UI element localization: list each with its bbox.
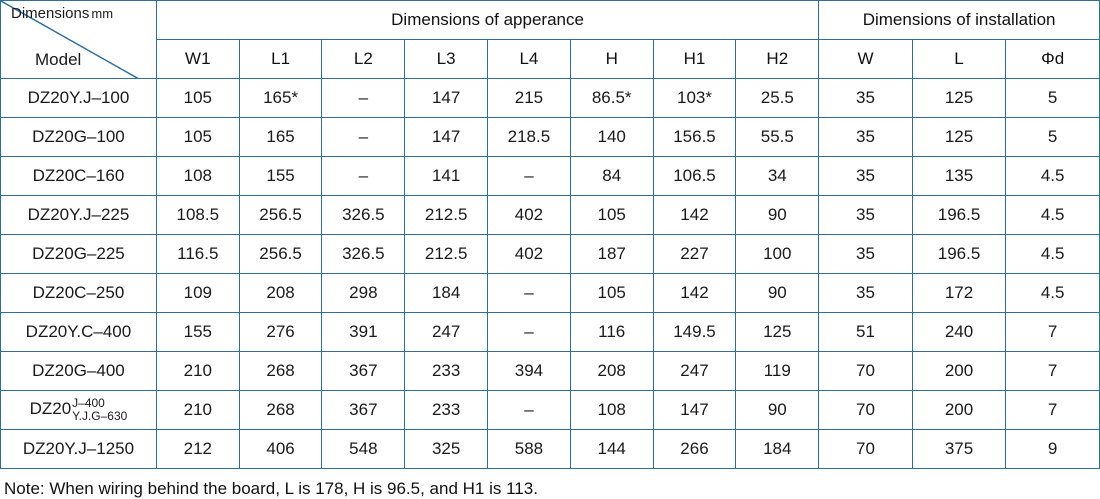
cell-L: 200 (912, 391, 1006, 430)
cell-H1: 103* (653, 79, 736, 118)
cell-H1: 266 (653, 430, 736, 469)
cell-W1: 210 (156, 352, 239, 391)
model-name: DZ20Y.C–400 (25, 322, 132, 341)
column-header-8: W (819, 40, 913, 79)
table-row (1, 157, 1100, 196)
cell-L: 240 (912, 313, 1006, 352)
cell-L2: – (322, 79, 405, 118)
model-cell (1, 235, 157, 274)
cell-Φd: 7 (1006, 391, 1100, 430)
cell-L: 200 (912, 352, 1006, 391)
cell-H: 116 (570, 313, 653, 352)
model-cell (1, 313, 157, 352)
table-row (1, 196, 1100, 235)
cell-L1: 208 (239, 274, 322, 313)
cell-W1: 116.5 (156, 235, 239, 274)
cell-L4: – (488, 313, 571, 352)
cell-Φd: 5 (1006, 118, 1100, 157)
column-header-3: L3 (405, 40, 488, 79)
cell-L4: 215 (488, 79, 571, 118)
cell-H2: 90 (736, 196, 819, 235)
table-row (1, 79, 1100, 118)
column-header-5: H (570, 40, 653, 79)
model-name: DZ20C–250 (32, 283, 125, 302)
cell-L3: 325 (405, 430, 488, 469)
column-header-2: L2 (322, 40, 405, 79)
model-cell (1, 391, 157, 430)
model-variant: Y.J.G–630 (72, 409, 128, 423)
table-row (1, 352, 1100, 391)
cell-H: 105 (570, 196, 653, 235)
cell-L3: 147 (405, 79, 488, 118)
cell-L1: 165 (239, 118, 322, 157)
column-header-1: L1 (239, 40, 322, 79)
cell-L4: 588 (488, 430, 571, 469)
model-cell (1, 196, 157, 235)
cell-H: 108 (570, 391, 653, 430)
table-note: Note: When wiring behind the board, L is 178, H is 96.5, and H1 is 113. (4, 479, 538, 498)
cell-L3: 233 (405, 391, 488, 430)
cell-L3: 184 (405, 274, 488, 313)
cell-W1: 155 (156, 313, 239, 352)
cell-L4: 218.5 (488, 118, 571, 157)
cell-L1: 268 (239, 391, 322, 430)
cell-H1: 142 (653, 196, 736, 235)
cell-H2: 55.5 (736, 118, 819, 157)
table-row (1, 313, 1100, 352)
cell-H: 140 (570, 118, 653, 157)
model-cell (1, 157, 157, 196)
cell-W: 35 (819, 157, 913, 196)
header-model-label: Model (35, 50, 82, 69)
table-header-row-columns (1, 40, 1100, 79)
cell-H1: 147 (653, 391, 736, 430)
cell-H1: 149.5 (653, 313, 736, 352)
cell-W1: 105 (156, 118, 239, 157)
cell-L2: 391 (322, 313, 405, 352)
header-dimensions-label (11, 5, 113, 22)
cell-L1: 155 (239, 157, 322, 196)
model-name: DZ20Y.J–225 (27, 205, 130, 224)
cell-H2: 100 (736, 235, 819, 274)
header-corner-cell (1, 1, 157, 79)
cell-W1: 210 (156, 391, 239, 430)
cell-L2: 326.5 (322, 196, 405, 235)
table-row (1, 391, 1100, 430)
cell-W1: 108.5 (156, 196, 239, 235)
model-name: DZ20G–100 (32, 127, 125, 146)
cell-L1: 165* (239, 79, 322, 118)
column-header-4: L4 (488, 40, 571, 79)
cell-Φd: 7 (1006, 313, 1100, 352)
cell-L1: 256.5 (239, 196, 322, 235)
cell-W: 35 (819, 235, 913, 274)
cell-H: 144 (570, 430, 653, 469)
cell-Φd: 7 (1006, 352, 1100, 391)
cell-L4: 402 (488, 235, 571, 274)
cell-W: 35 (819, 196, 913, 235)
cell-H: 105 (570, 274, 653, 313)
cell-Φd: 5 (1006, 79, 1100, 118)
cell-L3: 212.5 (405, 196, 488, 235)
cell-L2: 298 (322, 274, 405, 313)
model-variant: J–400 (72, 396, 105, 411)
cell-H2: 184 (736, 430, 819, 469)
cell-H2: 34 (736, 157, 819, 196)
group-header-apperance: Dimensions of apperance (156, 1, 818, 40)
cell-L: 125 (912, 118, 1006, 157)
cell-W: 51 (819, 313, 913, 352)
cell-L2: 367 (322, 391, 405, 430)
column-header-7: H2 (736, 40, 819, 79)
cell-H1: 106.5 (653, 157, 736, 196)
cell-H: 86.5* (570, 79, 653, 118)
cell-H: 84 (570, 157, 653, 196)
column-header-9: L (912, 40, 1006, 79)
cell-L3: 233 (405, 352, 488, 391)
cell-W1: 212 (156, 430, 239, 469)
table-row (1, 118, 1100, 157)
model-name: DZ20G–400 (32, 361, 125, 380)
cell-H1: 227 (653, 235, 736, 274)
column-header-10: Φd (1006, 40, 1100, 79)
model-name: DZ20C–160 (32, 166, 125, 185)
model-name: DZ20 (29, 399, 72, 419)
cell-L4: 394 (488, 352, 571, 391)
model-name: DZ20Y.J–1250 (22, 439, 135, 458)
cell-H2: 119 (736, 352, 819, 391)
model-cell (1, 430, 157, 469)
cell-L: 125 (912, 79, 1006, 118)
column-header-0: W1 (156, 40, 239, 79)
cell-Φd: 4.5 (1006, 235, 1100, 274)
cell-H2: 125 (736, 313, 819, 352)
cell-W: 35 (819, 274, 913, 313)
cell-W: 70 (819, 352, 913, 391)
cell-W1: 109 (156, 274, 239, 313)
cell-H2: 90 (736, 274, 819, 313)
group-header-installation: Dimensions of installation (819, 1, 1100, 40)
header-unit-text: mm (91, 6, 114, 21)
cell-L4: 402 (488, 196, 571, 235)
cell-L: 196.5 (912, 235, 1006, 274)
cell-L3: 247 (405, 313, 488, 352)
model-name-variants (72, 397, 127, 422)
cell-L4: – (488, 157, 571, 196)
cell-H: 187 (570, 235, 653, 274)
cell-L3: 141 (405, 157, 488, 196)
cell-L3: 212.5 (405, 235, 488, 274)
cell-W: 70 (819, 430, 913, 469)
column-header-6: H1 (653, 40, 736, 79)
cell-L2: 548 (322, 430, 405, 469)
model-cell (1, 118, 157, 157)
cell-L2: – (322, 118, 405, 157)
cell-Φd: 4.5 (1006, 274, 1100, 313)
cell-L2: – (322, 157, 405, 196)
header-dimensions-text: Dimensions (11, 5, 90, 22)
cell-L3: 147 (405, 118, 488, 157)
cell-L1: 406 (239, 430, 322, 469)
cell-H1: 156.5 (653, 118, 736, 157)
cell-L1: 268 (239, 352, 322, 391)
cell-W: 35 (819, 118, 913, 157)
cell-Φd: 9 (1006, 430, 1100, 469)
model-cell (1, 79, 157, 118)
cell-L2: 326.5 (322, 235, 405, 274)
cell-W1: 105 (156, 79, 239, 118)
cell-W: 70 (819, 391, 913, 430)
table-row (1, 235, 1100, 274)
cell-L4: – (488, 391, 571, 430)
cell-H2: 25.5 (736, 79, 819, 118)
cell-L: 375 (912, 430, 1006, 469)
model-name: DZ20Y.J–100 (27, 88, 130, 107)
cell-L: 172 (912, 274, 1006, 313)
cell-H2: 90 (736, 391, 819, 430)
cell-L: 196.5 (912, 196, 1006, 235)
cell-L1: 276 (239, 313, 322, 352)
table-header-row-groups (1, 1, 1100, 40)
model-cell (1, 352, 157, 391)
cell-L4: – (488, 274, 571, 313)
model-name: DZ20G–225 (32, 244, 125, 263)
cell-L2: 367 (322, 352, 405, 391)
cell-Φd: 4.5 (1006, 157, 1100, 196)
cell-W: 35 (819, 79, 913, 118)
cell-Φd: 4.5 (1006, 196, 1100, 235)
cell-H1: 142 (653, 274, 736, 313)
cell-H: 208 (570, 352, 653, 391)
cell-W1: 108 (156, 157, 239, 196)
cell-H1: 247 (653, 352, 736, 391)
model-cell (1, 274, 157, 313)
table-row (1, 274, 1100, 313)
table-row (1, 430, 1100, 469)
cell-L: 135 (912, 157, 1006, 196)
cell-L1: 256.5 (239, 235, 322, 274)
